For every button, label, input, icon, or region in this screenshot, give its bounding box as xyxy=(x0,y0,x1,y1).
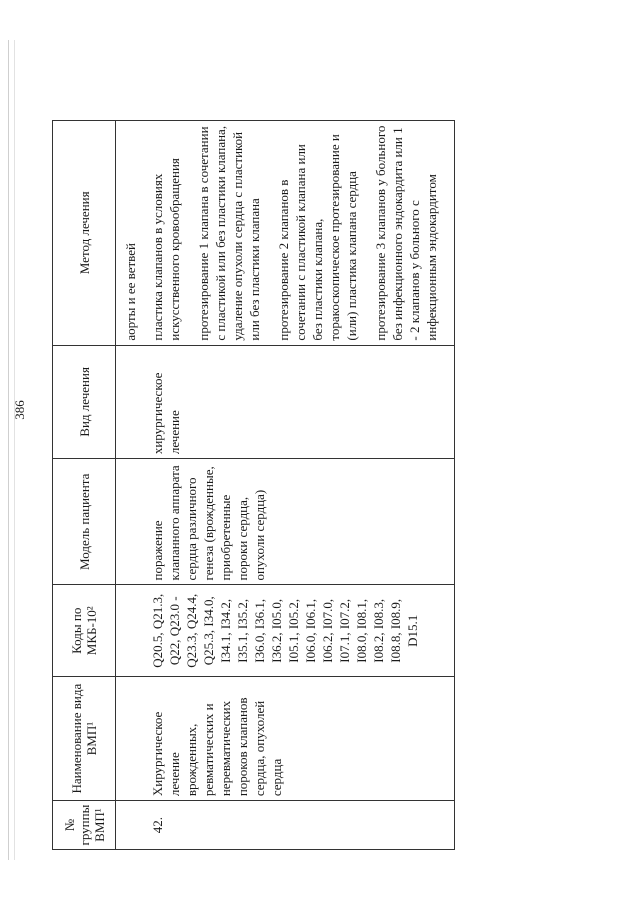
icd-code-line: I36.0, I36.1, xyxy=(252,598,267,663)
vmp-table xyxy=(52,120,455,850)
group-number: 42. xyxy=(147,801,455,850)
icd-code-line: I06.2, I07.0, xyxy=(320,598,335,663)
header-codes: Коды по МКБ-10² xyxy=(53,585,116,677)
icd-code-line: Q20.5, Q21.3, xyxy=(150,593,165,668)
header-name: Наименование вида ВМП¹ xyxy=(53,677,116,801)
icd-code-line: I05.1, I05.2, xyxy=(286,598,301,663)
table-row xyxy=(147,121,455,850)
icd-code-line: Q23.3, Q24.4, xyxy=(184,593,199,668)
icd-code-line: I35.1, I35.2, xyxy=(235,598,250,663)
icd-code-line: I36.2, I05.0, xyxy=(269,598,284,663)
icd-codes xyxy=(147,585,455,677)
icd-code-line: I06.0, I06.1, xyxy=(303,598,318,663)
icd-code-line: Q25.3, I34.0, xyxy=(201,596,216,666)
patient-model: поражение клапанного аппарата сердца различного генеза (врожденные, приобретенные пороки сердца, опухоли сердца) xyxy=(147,459,455,585)
carryover-method: аорты и ее ветвей xyxy=(116,121,148,346)
method-item: протезирование 3 клапанов у больного без инфекционного эндокардита или 1 - 2 клапанов у больного с инфекционным эндокардитом xyxy=(373,125,439,341)
table-row-carryover xyxy=(116,121,148,850)
icd-code-line: I08.2, I08.3, xyxy=(371,598,386,663)
vmp-name: Хирургическое лечение врожденных, ревматических и неревматических пороков клапанов сердца, опухолей сердца xyxy=(147,677,455,801)
icd-code-line: I08.0, I08.1, xyxy=(354,598,369,663)
treatment-type: хирургическое лечение xyxy=(147,345,455,459)
icd-code-line: I07.1, I07.2, xyxy=(337,598,352,663)
method-item: пластика клапанов в условиях искусственного кровообращения xyxy=(150,158,182,341)
icd-code-line: Q22, Q23.0 - xyxy=(167,596,182,666)
header-group-no: № группы ВМП¹ xyxy=(53,801,116,850)
header-model: Модель пациента xyxy=(53,459,116,585)
treatment-methods xyxy=(147,121,455,346)
icd-code-line: I08.8, I08.9, xyxy=(388,598,403,663)
icd-code-line: I34.1, I34.2, xyxy=(218,598,233,663)
table-header-row xyxy=(53,121,116,850)
method-item: протезирование 1 клапана в сочетании с пластикой или без пластики клапана, удаление опухоли сердца с пластикой или без пластики клапана xyxy=(196,125,262,341)
method-item: протезирование 2 клапанов в сочетании с пластикой клапана или без пластики клапана, торакоскопическое протезирование и (или) пластика клапана сердца xyxy=(276,134,359,341)
header-method: Метод лечения xyxy=(53,121,116,346)
page-number: 386 xyxy=(12,400,27,420)
icd-code-line: D15.1 xyxy=(405,614,420,647)
header-type: Вид лечения xyxy=(53,345,116,459)
